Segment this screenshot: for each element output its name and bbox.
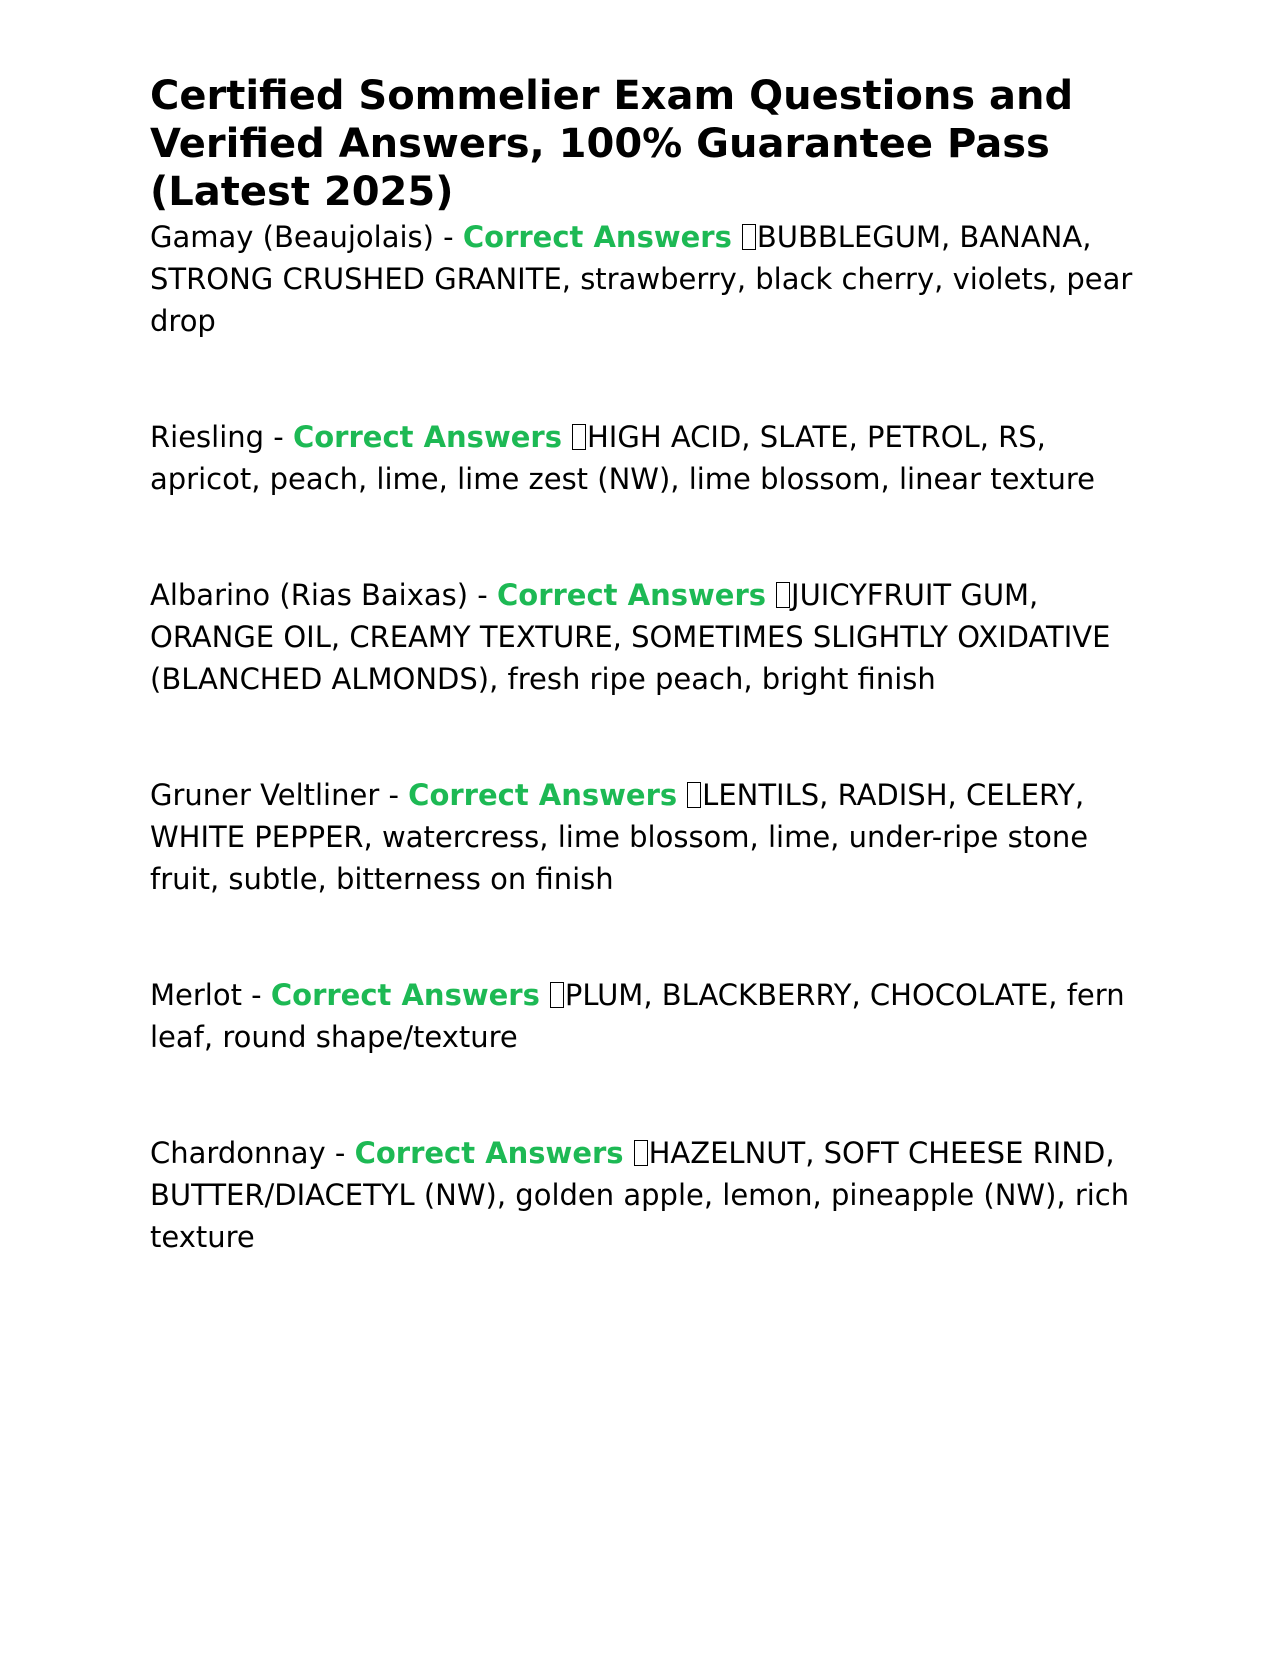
correct-answers-label: Correct Answers bbox=[354, 1136, 624, 1170]
correct-answers-label: Correct Answers bbox=[408, 778, 678, 812]
missing-glyph-icon bbox=[634, 1140, 648, 1166]
missing-glyph-icon bbox=[776, 582, 790, 608]
answer-text: PLUM, BLACKBERRY, CHOCOLATE, fern leaf, round shape/texture bbox=[150, 978, 1125, 1054]
question-text: Gruner Veltliner - bbox=[150, 778, 409, 812]
correct-answers-label: Correct Answers bbox=[292, 420, 562, 454]
correct-answers-label: Correct Answers bbox=[497, 578, 767, 612]
answer-text: JUICYFRUIT GUM, ORANGE OIL, CREAMY TEXTURE, SOMETIMES SLIGHTLY OXIDATIVE (BLANCHED ALMONDS), fresh ripe peach, bright finish bbox=[150, 578, 1111, 696]
missing-glyph-icon bbox=[550, 982, 564, 1008]
qa-entry-gruner-veltliner bbox=[150, 774, 1140, 900]
question-text: Riesling - bbox=[150, 420, 293, 454]
answer-text: LENTILS, RADISH, CELERY, WHITE PEPPER, watercress, lime blossom, lime, under-ripe stone fruit, subtle, bitterness on finish bbox=[150, 778, 1089, 896]
answer-text: HAZELNUT, SOFT CHEESE RIND, BUTTER/DIACETYL (NW), golden apple, lemon, pineapple (NW), rich texture bbox=[150, 1136, 1130, 1254]
document-title: Certified Sommelier Exam Questions and Verified Answers, 100% Guarantee Pass (Latest 2025) bbox=[150, 73, 1074, 215]
qa-entry-gamay bbox=[150, 216, 1140, 342]
qa-entry-riesling bbox=[150, 416, 1140, 500]
qa-entry-merlot bbox=[150, 974, 1140, 1058]
question-text: Chardonnay - bbox=[150, 1136, 355, 1170]
correct-answers-label: Correct Answers bbox=[462, 220, 732, 254]
question-text: Merlot - bbox=[150, 978, 271, 1012]
missing-glyph-icon bbox=[687, 782, 701, 808]
question-text: Albarino (Rias Baixas) - bbox=[150, 578, 497, 612]
answer-text: BUBBLEGUM, BANANA, STRONG CRUSHED GRANITE, strawberry, black cherry, violets, pear drop bbox=[150, 220, 1133, 338]
answer-text: HIGH ACID, SLATE, PETROL, RS, apricot, peach, lime, lime zest (NW), lime blossom, linear texture bbox=[150, 420, 1095, 496]
document-page bbox=[150, 72, 1140, 1258]
question-text: Gamay (Beaujolais) - bbox=[150, 220, 463, 254]
missing-glyph-icon bbox=[572, 424, 586, 450]
qa-entry-chardonnay bbox=[150, 1132, 1140, 1258]
missing-glyph-icon bbox=[742, 224, 756, 250]
correct-answers-label: Correct Answers bbox=[270, 978, 540, 1012]
qa-entry-albarino bbox=[150, 574, 1140, 700]
